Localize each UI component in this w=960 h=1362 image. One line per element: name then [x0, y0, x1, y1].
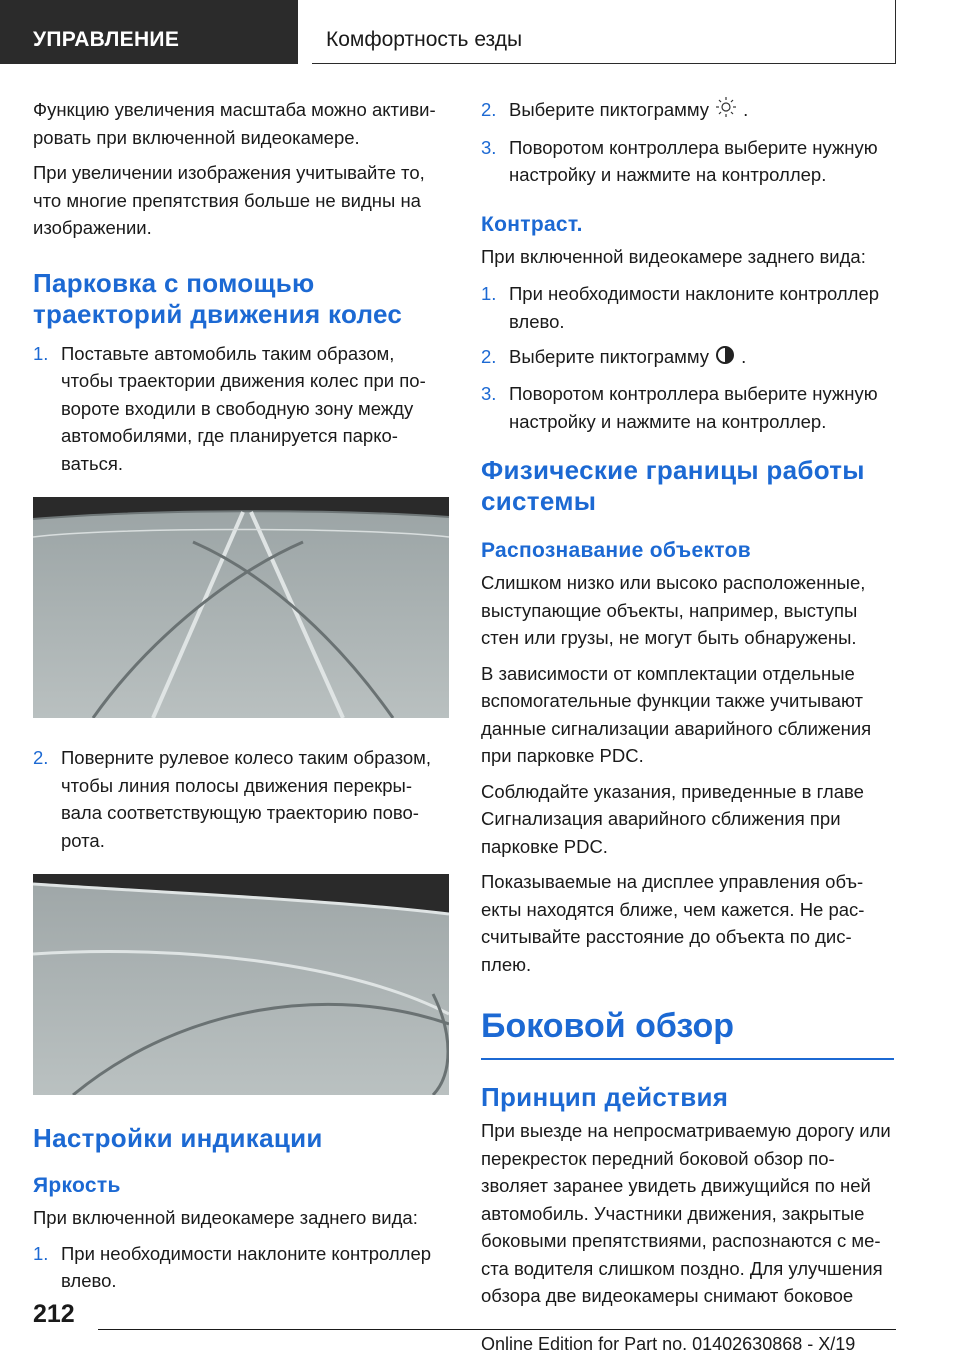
step-text: Поворотом контроллера выберите нужную настройку и нажмите на контроллер. — [509, 136, 878, 186]
step-number: 3. — [481, 383, 497, 405]
paragraph: При выезде на непросматриваемую дорогу или перекресток передний боковой обзор по-зволяет заранее увидеть движущийся по ней автомобиль. Участники движения, закрытые боковыми препятствиями, распознаются с ме-ста водителя слишком поздно. Для улучшения обзора две видеокамеры снимают боковое — [481, 1120, 891, 1307]
paragraph: Соблюдайте указания, приведенные в главе Сигнализация аварийного сближения при парковке PDC. — [481, 780, 864, 857]
step-text: При необходимости наклоните контроллер влево. — [509, 283, 880, 332]
step-text: При необходимости наклоните контроллер влево. — [61, 1242, 432, 1291]
heading-parking: Парковка с помощью траекторий движения колес — [33, 267, 403, 329]
heading-brightness: Яркость — [33, 1174, 121, 1197]
heading-principle: Принцип действия — [481, 1082, 729, 1113]
paragraph: При включенной видеокамере заднего вида: — [33, 1207, 418, 1228]
right-column — [481, 96, 897, 1318]
list-item — [481, 96, 897, 126]
heading-side-view: Боковой обзор — [481, 1007, 735, 1046]
step-number: 3. — [481, 136, 497, 158]
list-item — [33, 744, 449, 854]
contrast-icon — [715, 345, 735, 373]
heading-rule — [481, 1058, 894, 1060]
step-text: Выберите пиктограмму — [509, 99, 710, 120]
step-number: 2. — [481, 99, 497, 120]
step-number: 1. — [33, 342, 49, 364]
paragraph: Слишком низко или высоко расположенные, выступающие объекты, например, выступы стен или грузы, не могут быть обнаружены. — [481, 572, 866, 649]
footer-rule — [98, 1329, 896, 1330]
list-item — [481, 343, 897, 372]
step-text: Поворотом контроллера выберите нужную настройку и нажмите на контроллер. — [509, 383, 878, 432]
heading-object-detection: Распознавание объектов — [481, 539, 751, 563]
step-number: 2. — [481, 346, 497, 368]
list-item — [481, 380, 897, 435]
header-section: УПРАВЛЕНИЕ — [0, 0, 298, 64]
paragraph: Показываемые на дисплее управления объ-екты находятся ближе, чем кажется. Не рас-считывайте расстояние до объекта по дис-плею. — [481, 871, 865, 975]
heading-display-settings: Настройки индикации — [33, 1123, 323, 1153]
step-text: . — [743, 99, 749, 120]
paragraph: При включенной видеокамере заднего вида: — [481, 245, 866, 267]
list-item — [481, 280, 897, 335]
step-number: 2. — [33, 747, 49, 768]
list-item — [33, 1240, 449, 1295]
step-number: 1. — [481, 283, 497, 305]
step-text: Поставьте автомобиль таким образом, чтобы траектории движения колес при по-вороте входили в свободную зону между автомобилями, где планируется парко-ваться. — [61, 342, 426, 474]
left-column — [33, 96, 449, 1305]
heading-system-limits: Физические границы работы системы — [481, 455, 865, 517]
list-item — [33, 340, 449, 478]
header-chapter: Комфортность езды — [312, 0, 896, 64]
paragraph: Функцию увеличения масштаба можно активи-ровать при включенной видеокамере. — [33, 99, 436, 148]
trajectory-image-1 — [33, 497, 449, 718]
step-text: Выберите пиктограмму — [509, 346, 710, 368]
list-item — [481, 134, 897, 189]
paragraph: В зависимости от комплектации отдельные вспомогательные функции также учитывают данные сигнализации аварийного сближения при парковке PDC. — [481, 662, 872, 767]
trajectory-image-2 — [33, 874, 449, 1095]
brightness-icon — [715, 96, 737, 126]
step-number: 1. — [33, 1242, 49, 1264]
page-number: 212 — [33, 1300, 75, 1328]
step-text: Поверните рулевое колесо таким образом, чтобы линия полосы движения перекры-вала соответствующую траекторию пово-рота. — [61, 747, 432, 851]
step-text: . — [741, 346, 747, 368]
paragraph: При увеличении изображения учитывайте то, что многие препятствия больше не видны на изображении. — [33, 162, 425, 238]
footer-edition: Online Edition for Part no. 01402630868 - X/19 — [481, 1334, 856, 1354]
heading-contrast: Контраст. — [481, 212, 583, 236]
